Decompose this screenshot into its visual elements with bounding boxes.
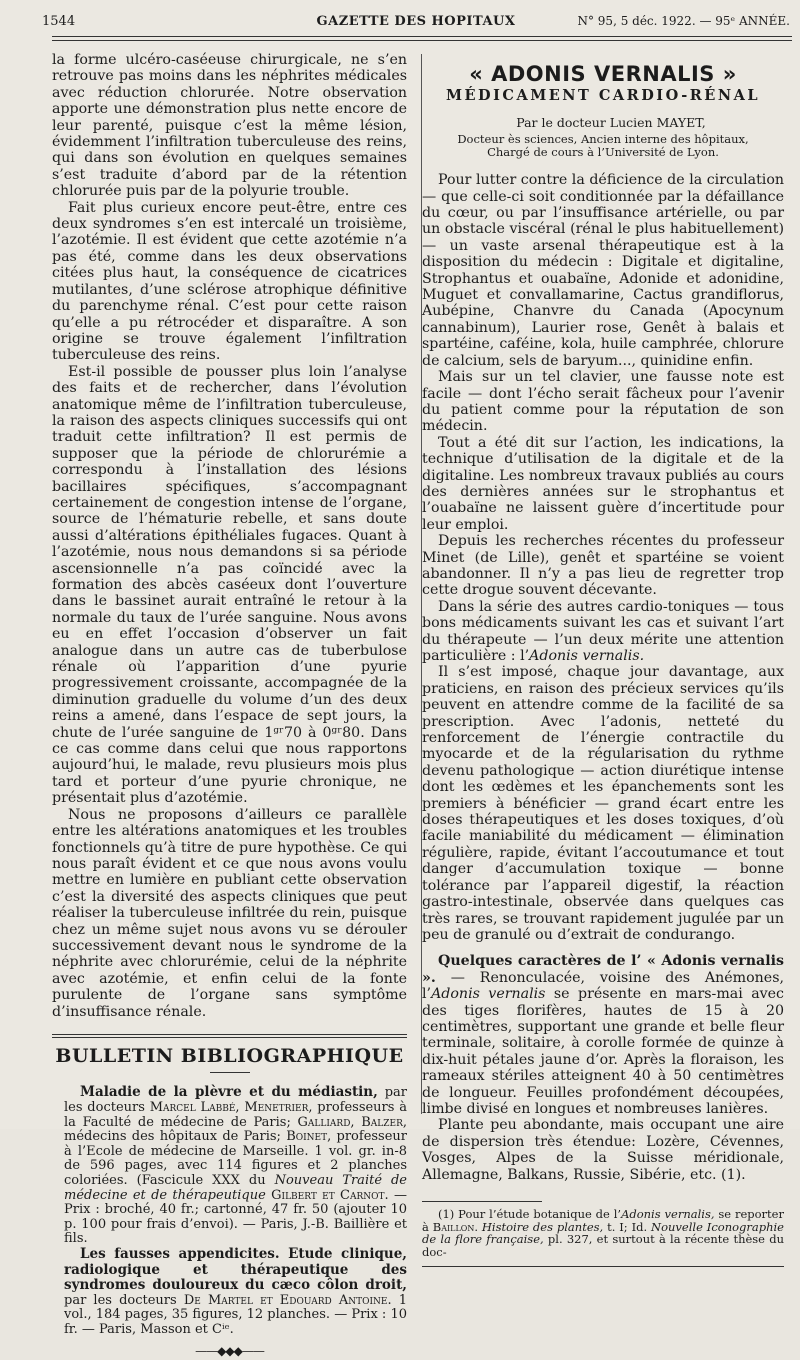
article-byline: Par le docteur Lucien MAYET, <box>516 114 706 130</box>
section-rule-thin <box>52 1037 407 1038</box>
article-title: « ADONIS VERNALIS » <box>469 62 737 86</box>
bottom-rule <box>422 1266 784 1267</box>
article-paragraph-7: Quelques caractères de l’ « Adonis vernalis ». — Renonculacée, voisine des Anémones, l’Adonis vernalis se présente en mars-mai avec des tiges florifères, hautes de 15 à 20 centimètres, supportant une grande et belle fleur terminale, solitaire, à corolle formée de quinze à dix-huit pétales jaune d’or. Après la floraison, les rameaux stériles atteignent 40 à 50 centimètres de longueur. Feuilles profondément découpées, limbe divisé en longues et nombreuses lanières. <box>422 953 785 1117</box>
bibliography-entry-1: Maladie de la plèvre et du médiastin, par les docteurs Marcel Labbé, Menetrier, professeurs à la Faculté de médecine de Paris; Galliard, Balzer, médecins des hôpitaux de Paris; Boinet, professeur à l’Ecole de médecine de Marseille. 1 vol. gr. in-8 de 596 pages, avec 114 figures et 2 planches coloriées. (Fascicule XXX du Nouveau Traité de médecine et de thérapeutique Gilbert et Carnot. — Prix : broché, 40 fr.; cartonné, 47 fr. 50 (ajouter 10 p. 100 pour frais d’envoi). — Paris, J.-B. Baillière et fils. <box>64 1084 408 1247</box>
left-paragraph-3: Est-il possible de pousser plus loin l’analyse des faits et de rechercher, dans l’évolution anatomique même de l’infiltration tuberculeuse, la raison des aspects cliniques successifs qui ont traduit cette infiltration? Il est permis de supposer que la période de chlorurémie a correspondu à l’installation des lésions bacillaires spécifiques, s’accompagnant certainement de congestion intense de l’organe, source de l’hématurie rebelle, et sans doute aussi d’altérations épithéliales fugaces. Quant à l’azotémie, nous nous demandons si sa période ascensionnelle n’a pas coïncidé avec la formation des abcès caséeux dont l’ouverture dans le bassinet aurait entraîné le retour à la normale du taux de l’urée sanguine. Nous avons eu en effet l’occasion d’observer un fait analogue dans un autre cas de tuberbulose rénale où l’apparition d’une pyurie progressivement croissante, accompagnée de la diminution graduelle du volume d’un des deux reins a amené, dans l’espace de sept jours, la chute de l’urée sanguine de 1ᵍʳ70 à 0ᵍʳ80. Dans ce cas comme dans celui que nous rapportons aujourd’hui, le malade, revu plusieurs mois plus tard et porteur d’une pyurie chronique, ne présentait plus d’azotémie. <box>52 363 407 807</box>
left-column <box>52 52 407 1360</box>
article-paragraph-6: Il s’est imposé, chaque jour davantage, aux praticiens, en raison des précieux services qu’ils peuvent en attendre comme de la facilité de sa prescription. Avec l’adonis, netteté du renforcement de l’énergie contractile du myocarde et de la régularisation du rythme devenu pathologique — action diurétique intense dont les œdèmes et les épanchements sont les premiers à bénéficier — grand écart entre les doses thérapeutiques et les doses toxiques, d’où facile maniabilité du médicament — élimination régulière, rapide, évitant l’accoutumance et tout danger d’accumulation toxique — bonne tolérance par l’appareil digestif, la réaction gastro-intestinale, observée dans quelques cas très rares, se trouvant rapidement jugulée par un peu de granulé ou d’extrait de condurango. <box>422 664 784 943</box>
footnote-rule <box>422 1201 542 1202</box>
left-paragraph-1: la forme ulcéro-caséeuse chirurgicale, ne s’en retrouve pas moins dans les néphrites médicales avec réduction chlorurée. Notre observation apporte une démonstration plus nette encore de leur parenté, puisque c’est la même lésion, évidemment l’infiltration tuberculeuse des reins, qui dans son évolution en quelques semaines s’est traduite d’abord par de la rétention chlorurée puis par de la polyurie trouble. <box>52 52 407 200</box>
bibliography-entry-2: Les fausses appendicites. Etude clinique, radiologique et thérapeutique des syndromes douloureux du cæco côlon droit, par les docteurs De Martel et Edouard Antoine. 1 vol., 184 pages, 35 figures, 12 planches. — Prix : 10 fr. — Paris, Masson et Cⁱᵉ. <box>64 1245 408 1337</box>
left-paragraph-4: Nous ne proposons d’ailleurs ce parallèle entre les altérations anatomiques et les troubles fonctionnels qu’à titre de pure hypothèse. Ce qui nous paraît évident et ce que nous avons voulu mettre en lumière en publiant cette observation c’est la diversité des aspects cliniques que peut réaliser la tuberculeuse infiltrée du rein, puisque chez un même sujet nous avons vu se dérouler successivement devant nous le syndrome de la néphrite avec chlorurémie, celui de la néphrite avec azotémie, et enfin celui de la fonte purulente de l’organe sans symptôme d’insuffisance rénale. <box>52 806 407 1020</box>
footnote: (1) Pour l’étude botanique de l’Adonis vernalis, se reporter à Baillon. Histoire des plantes, t. I; Id. Nouvelle Iconographie de la flore française, pl. 327, et surtout à la récente thèse du doc- <box>422 1207 784 1259</box>
header-rule-top <box>52 36 792 37</box>
article-paragraph-5: Dans la série des autres cardio-toniques — tous bons médicaments suivant les cas et suivant l’art du thérapeute — l’un deux mérite une attention particulière : l’Adonis vernalis. <box>422 598 784 664</box>
left-paragraph-2: Fait plus curieux encore peut-être, entre ces deux syndromes s’en est intercalé un troisième, l’azotémie. Il est évident que cette azotémie n’a pas été, comme dans les deux observations citées plus haut, la conséquence de cicatrices mutilantes, d’une sclérose atrophique définitive du parenchyme rénal. C’est pour cette raison qu’elle a pu rétrocéder et disparaître. A son origine se trouve également l’infiltration tuberculeuse des reins. <box>52 199 407 364</box>
article-paragraph-4: Depuis les recherches récentes du professeur Minet (de Lille), genêt et spartéine se voient abandonner. Il n’y a pas lieu de regretter trop cette drogue souvent décevante. <box>422 533 784 599</box>
article-subtitle: MÉDICAMENT CARDIO-RÉNAL <box>445 87 761 105</box>
article-paragraph-2: Mais sur un tel clavier, une fausse note est facile — dont l’écho serait fâcheux pour l’avenir du patient comme pour la réputation de son médecin. <box>422 369 784 435</box>
article-paragraph-1: Pour lutter contre la déficience de la circulation — que celle-ci soit conditionnée par la défaillance du cœur, ou par l’insuffisance artérielle, ou par un obstacle viscéral (rénal le plus habituellement) — un vaste arsenal thérapeutique est à la disposition du médecin : Digitale et digitaline, Strophantus et ouabaïne, Adonide et adonidine, Muguet et convallamarine, Cactus grandiflorus, Aubépine, Chanvre du Canada (Apocynum cannabinum), Laurier rose, Genêt à balais et spartéine, caféine, kola, huile camphrée, chlorure de calcium, sels de baryum..., quinidine enfin. <box>422 172 784 369</box>
subsection-heading: Quelques caractères de l’ « Adonis vernalis ». <box>422 953 784 986</box>
title-underline <box>210 1072 250 1073</box>
page-number: 1544 <box>42 14 76 29</box>
article-paragraph-8: Plante peu abondante, mais occupant une aire de dispersion très étendue: Lozère, Cévennes, Vosges, Alpes de la Suisse méridionale, Allemagne, Balkans, Russie, Sibérie, etc. (1). <box>422 1117 784 1183</box>
entry-2-heading: Les fausses appendicites. Etude clinique, radiologique et thérapeutique des syndromes douloureux du cæco côlon droit, <box>64 1245 407 1294</box>
header-rule-bottom <box>52 40 792 41</box>
page-header <box>42 14 790 34</box>
author-affiliation: Docteur ès sciences, Ancien interne des hôpitaux, Chargé de cours à l’Université de Lyon. <box>457 132 749 159</box>
ornament-divider: ——◆◆◆—— <box>195 1344 264 1359</box>
right-column <box>422 52 784 1267</box>
bibliography-title: BULLETIN BIBLIOGRAPHIQUE <box>55 1044 404 1067</box>
article-paragraph-3: Tout a été dit sur l’action, les indications, la technique d’utilisation de la digitale et de la digitaline. Les nombreux travaux publiés au cours des dernières années sur le strophantus et l’ouabaïne ne laissent guère d’incertitude pour leur emploi. <box>422 434 784 533</box>
issue-info: N° 95, 5 déc. 1922. — 95ᵉ ANNÉE. <box>577 14 790 28</box>
entry-1-heading: Maladie de la plèvre et du médiastin, <box>80 1084 378 1101</box>
journal-title: GAZETTE DES HOPITAUX <box>316 14 516 29</box>
section-rule <box>52 1034 407 1035</box>
